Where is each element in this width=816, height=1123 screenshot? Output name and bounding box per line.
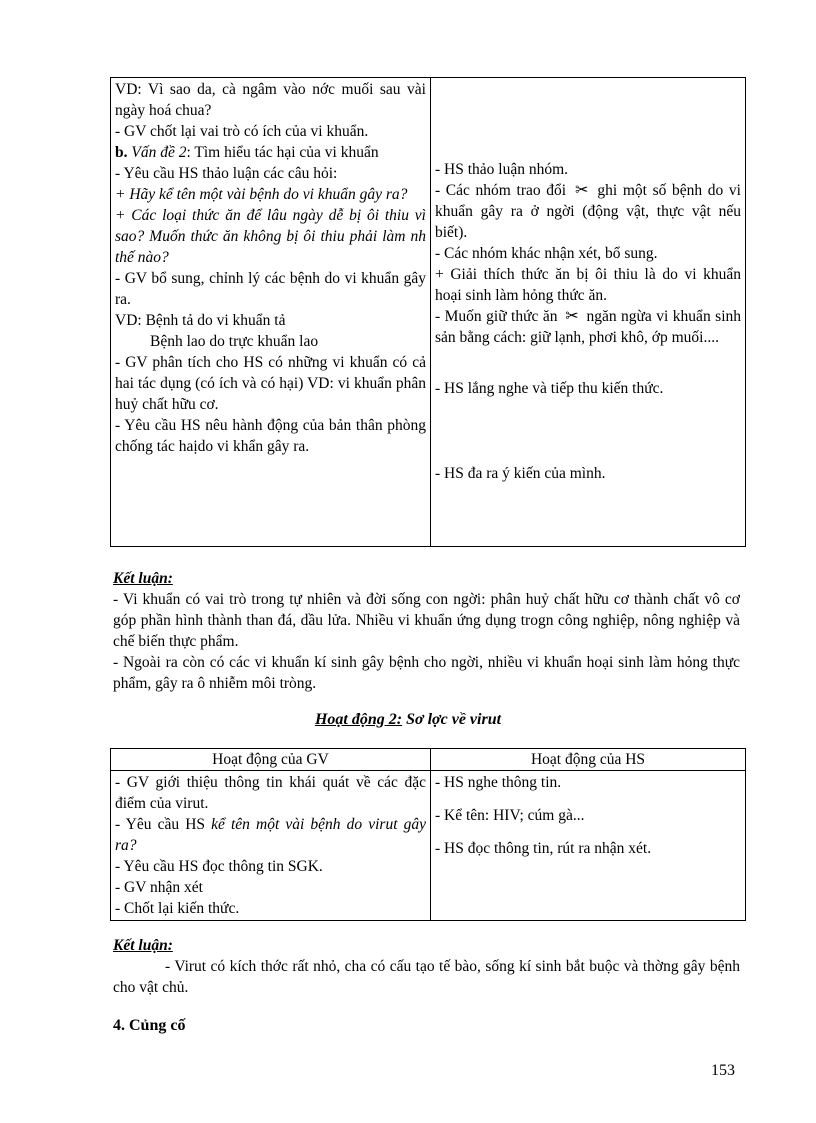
- scissor-icon: ✂: [575, 182, 589, 199]
- left-text-3: - Yêu cầu HS thảo luận các câu hỏi:: [115, 165, 338, 182]
- left-text-5: - GV phân tích cho HS có những vi khuẩn có cả hai tác dụng (có ích và có hại) VD: vi khuẩn phân huỷ chất hữu cơ.: [115, 354, 426, 413]
- left-text-6: - Yêu cầu HS nêu hành động của bản thân phòng chống tác haịdo vi khẩn gây ra.: [115, 417, 426, 455]
- left-text-4: - GV bổ sung, chỉnh lý các bệnh do vi khuẩn gây ra.: [115, 270, 426, 308]
- teacher-activity-cell: [111, 78, 431, 547]
- table-header-row: [111, 749, 746, 771]
- conclusion-2-text: - Virut có kích thớc rất nhỏ, cha có cấu tạo tế bào, sống kí sinh bắt buộc và thờng gây bệnh cho vật chủ.: [113, 958, 740, 996]
- activity-2-title: Sơ lợc về virut: [402, 711, 502, 728]
- conclusion-1-line-2: - Ngoài ra còn có các vi khuẩn kí sinh gây bệnh cho ngời, nhiều vi khuẩn hoại sinh làm hỏng thực phẩm, gây ra ô nhiễm môi tròng.: [113, 654, 740, 692]
- activity-table-2: [110, 748, 746, 921]
- right-text-7: - HS đa ra ý kiến của mình.: [435, 465, 606, 482]
- right-text-4: + Giải thích thức ăn bị ôi thiu là do vi khuẩn hoại sinh làm hỏng thức ăn.: [435, 266, 741, 304]
- table-row: [111, 78, 746, 547]
- right-text-6: - HS lắng nghe và tiếp thu kiến thức.: [435, 380, 664, 397]
- left-text-2: - GV chốt lại vai trò có ích của vi khuẩn.: [115, 123, 369, 140]
- activity-2-heading: [0, 709, 816, 730]
- t2-left-4: - GV nhận xét: [115, 879, 203, 896]
- table-row: [111, 771, 746, 921]
- right-text-5: - Muốn giữ thức ăn ✂ ngăn ngừa vi khuẩn sinh sản bằng cách: giữ lạnh, phơi khô, ớp muối....: [435, 308, 741, 346]
- left-example-2: Bệnh lao do trực khuẩn lao: [150, 333, 319, 350]
- scissor-icon: ✂: [565, 308, 579, 325]
- t2-left-3: - Yêu cầu HS đọc thông tin SGK.: [115, 858, 323, 875]
- t2-right-3: - HS đọc thông tin, rút ra nhận xét.: [435, 840, 652, 857]
- right-text-3: - Các nhóm khác nhận xét, bổ sung.: [435, 245, 658, 262]
- right-text-1: - HS thảo luận nhóm.: [435, 161, 569, 178]
- conclusion-1: [113, 568, 740, 694]
- student-activity-cell: [431, 771, 746, 921]
- t2-left-2: - Yêu cầu HS kể tên một vài bệnh do virut gây ra?: [115, 816, 427, 854]
- t2-left-1: - GV giới thiệu thông tin khái quát về các đặc điểm của virut.: [115, 774, 426, 812]
- section-4-heading: 4. Củng cố: [113, 1017, 186, 1034]
- conclusion-1-line-1: - Vi khuẩn có vai trò trong tự nhiên và đời sống con ngời: phân huỷ chất hữu cơ thành chất vô cơ góp phần hình thành than đá, dầu lửa. Nhiều vi khuẩn ứng dụng trogn công nghiệp, nông nghiệp và chế biến thực phẩm.: [113, 591, 740, 650]
- t2-right-1: - HS nghe thông tin.: [435, 774, 562, 791]
- left-question-1: + Hãy kể tên một vài bệnh do vi khuẩn gây ra?: [115, 186, 408, 203]
- activity-table-1: [110, 77, 746, 547]
- activity-2-label: Hoạt động 2:: [314, 711, 403, 728]
- conclusion-2-heading: Kết luận:: [113, 937, 173, 954]
- conclusion-1-heading: Kết luận:: [113, 570, 173, 587]
- left-text-1: VD: Vì sao da, cà ngâm vào nớc muối sau vài ngày hoá chua?: [115, 81, 426, 119]
- left-question-2: + Các loại thức ăn để lâu ngày dễ bị ôi thiu vì sao? Muốn thức ăn không bị ôi thiu phải làm nh thế nào?: [115, 207, 426, 266]
- t2-left-5: - Chốt lại kiến thức.: [115, 900, 240, 917]
- t2-right-2: - Kể tên: HIV; cúm gà...: [435, 807, 585, 824]
- left-example-1: VD: Bệnh tả do vi khuẩn tả: [115, 312, 286, 329]
- header-teacher: Hoạt động của GV: [111, 749, 431, 771]
- teacher-activity-cell: [111, 771, 431, 921]
- problem-2-heading: b. Vấn đề 2: Tìm hiểu tác hại của vi khuẩn: [115, 144, 379, 161]
- header-student: Hoạt động của HS: [431, 749, 746, 771]
- right-text-2: - Các nhóm trao đổi ✂ ghi một số bệnh do vi khuẩn gây ra ở ngời (động vật, thực vật nếu biết).: [435, 182, 741, 241]
- student-activity-cell: [431, 78, 746, 547]
- conclusion-2: [113, 935, 740, 998]
- page-number: 153: [711, 1062, 735, 1079]
